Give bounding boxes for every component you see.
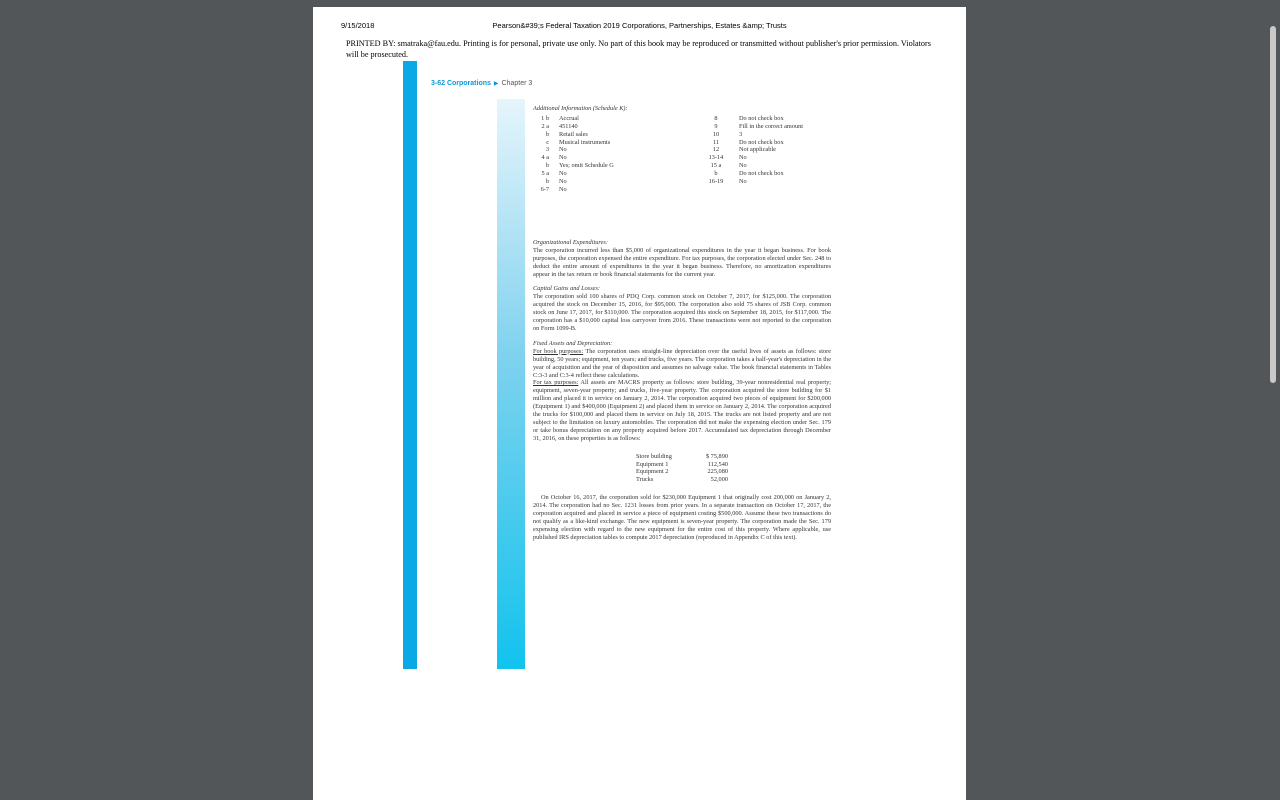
schedule-answer: Fill in the correct amount bbox=[739, 122, 804, 130]
schedule-line-number: 9 bbox=[714, 122, 718, 130]
asset-accumulated-depreciation: 225,080 bbox=[707, 468, 728, 476]
schedule-row bbox=[701, 162, 803, 170]
schedule-answer: Musical instruments bbox=[559, 138, 611, 146]
fixed-assets-section bbox=[533, 340, 831, 443]
org-expenditures-heading: Organizational Expenditures: bbox=[533, 238, 608, 246]
schedule-row bbox=[701, 154, 803, 162]
chapter-label: Chapter 3 bbox=[501, 80, 533, 87]
schedule-line-number: 6-7 bbox=[540, 185, 549, 193]
schedule-answer: Do not check box bbox=[739, 138, 784, 146]
tax-purposes-label: For tax purposes: bbox=[533, 379, 579, 387]
asset-accumulated-depreciation: 52,000 bbox=[710, 476, 728, 484]
schedule-line-number: 16-19 bbox=[708, 178, 724, 186]
capital-gains-section bbox=[533, 285, 831, 332]
closing-paragraph: On October 16, 2017, the corporation sold for $230,000 Equipment 1 that originally cost 200,000 on January 2, 2014. The corporation had no Sec. 1231 losses from prior years. In a separate transaction on October 17, 2017, the corporation acquired and placed in service a piece of equipment costing $500,000. Assume these two transactions do not qualify as a like-kind exchange. The new equipment is seven-year property. The corporation made the Sec. 179 expensing election with regard to the new equipment for the entire cost of this property. Where applicable, use published IRS depreciation tables to compute 2017 depreciation (reproduced in Appendix C of this text). bbox=[533, 494, 831, 541]
schedule-answer: Accrual bbox=[559, 114, 579, 122]
schedule-answer: Retail sales bbox=[559, 130, 588, 138]
tax-purposes-text: All assets are MACRS property as follows: store building, 39-year nonresidential real property; equipment, seven-year property; and trucks, five-year property. The corporation acquired the store building for $1 million and placed it in service on January 2, 2014. The corporation acquired two pieces of equipment for $200,000 (Equipment 1) and $400,000 (Equipment 2) and placed them in service on January 2, 2014. The corporation acquired the trucks for $100,000 and placed them in service on July 18, 2015. The trucks are not listed property and are not subject to the limitation on luxury automobiles. The corporation did not make the expensing election under Sec. 179 or take bonus depreciation on any property acquired before 2017. Accumulated tax depreciation through December 31, 2016, on these properties is as follows: bbox=[533, 379, 831, 442]
asset-name: Equipment 2 bbox=[636, 468, 669, 476]
schedule-line-number: 11 bbox=[712, 138, 720, 146]
schedule-line-number: 5 a bbox=[541, 170, 549, 178]
schedule-line-number: 8 bbox=[714, 114, 718, 122]
schedule-line-number: b bbox=[545, 130, 549, 138]
depreciation-row bbox=[636, 461, 831, 469]
schedule-row bbox=[701, 170, 803, 178]
schedule-line-number: 12 bbox=[712, 146, 720, 154]
tax-purposes-paragraph bbox=[533, 379, 831, 442]
schedule-row bbox=[533, 115, 614, 123]
gradient-accent-bar bbox=[497, 99, 525, 669]
schedule-row bbox=[701, 139, 803, 147]
capital-gains-heading: Capital Gains and Losses: bbox=[533, 285, 600, 293]
asset-accumulated-depreciation: 112,540 bbox=[707, 460, 728, 468]
org-expenditures-text: The corporation incurred less than $5,000 of organizational expenditures in the year it began business. For book purposes, the corporation expensed the entire expenditure. For tax purposes, the corporation elected under Sec. 248 to deduct the entire amount of expenditures in the year it began business. Therefore, no amortization expenditures appear in the tax return or book financial statements for the current year. bbox=[533, 246, 831, 278]
org-expenditures-section bbox=[533, 239, 831, 279]
schedule-k-right-column bbox=[701, 115, 803, 186]
document-title: Pearson&#39;s Federal Taxation 2019 Corporations, Partnerships, Estates &amp; Trusts bbox=[492, 21, 787, 30]
book-purposes-label: For book purposes: bbox=[533, 347, 584, 355]
schedule-answer: No bbox=[559, 146, 567, 154]
schedule-answer: Yes; omit Schedule G bbox=[559, 162, 614, 170]
schedule-answer: No bbox=[739, 154, 747, 162]
asset-name: Trucks bbox=[636, 476, 654, 484]
schedule-line-number: c bbox=[546, 138, 549, 146]
schedule-line-number: 1 b bbox=[541, 114, 549, 122]
schedule-answer: No bbox=[559, 178, 567, 186]
vertical-scrollbar[interactable] bbox=[1270, 26, 1276, 383]
left-accent-bar bbox=[403, 61, 417, 669]
schedule-row bbox=[701, 123, 803, 131]
printed-notice: PRINTED BY: smatraka@fau.edu. Printing is for personal, private use only. No part of this book may be reproduced or transmitted without publisher's prior permission. Violators will be prosecuted. bbox=[346, 39, 931, 59]
page-number: 3-62 Corporations bbox=[431, 80, 491, 87]
capital-gains-text: The corporation sold 100 shares of PDQ Corp. common stock on October 7, 2017, for $125,000. The corporation acquired the stock on December 15, 2016, for $95,000. The corporation also sold 75 shares of JSB Corp. common stock on June 17, 2017, for $110,000. The corporation acquired this stock on September 18, 2015, for $117,000. The corporation has a $10,000 capital loss carryover from 2016. These transactions were not reported to the corporation on Form 1099-B. bbox=[533, 293, 831, 332]
depreciation-row bbox=[636, 468, 831, 476]
schedule-k-list bbox=[533, 115, 831, 217]
asset-name: Equipment 1 bbox=[636, 460, 669, 468]
schedule-row bbox=[701, 178, 803, 186]
depreciation-row bbox=[636, 476, 831, 484]
fixed-assets-heading: Fixed Assets and Depreciation: bbox=[533, 339, 613, 347]
schedule-line-number: b bbox=[714, 170, 718, 178]
schedule-answer: 451140 bbox=[559, 122, 578, 130]
schedule-answer: No bbox=[559, 170, 567, 178]
schedule-line-number: 15 a bbox=[710, 162, 722, 170]
schedule-row bbox=[533, 162, 614, 170]
page-content bbox=[533, 105, 831, 542]
schedule-line-number: 2 a bbox=[541, 122, 549, 130]
schedule-k-heading: Additional Information (Schedule K): bbox=[533, 105, 628, 112]
schedule-row bbox=[701, 131, 803, 139]
schedule-row bbox=[533, 186, 614, 194]
running-header bbox=[431, 80, 532, 87]
schedule-row bbox=[701, 146, 803, 154]
schedule-answer: No bbox=[559, 185, 567, 193]
schedule-answer: Do not check box bbox=[739, 170, 784, 178]
schedule-row bbox=[533, 170, 614, 178]
schedule-answer: Do not check box bbox=[739, 114, 784, 122]
book-purposes-text: The corporation uses straight-line depreciation over the useful lives of assets as follows: store building, 50 years; equipment, ten years; and trucks, five years. The corporation takes a half-year's depreciation in the year of acquisition and the year of disposition and assumes no salvage value. The book financial statements in Tables C:3-3 and C:3-4 reflect these calculations. bbox=[533, 347, 831, 379]
schedule-row bbox=[533, 178, 614, 186]
schedule-answer: No bbox=[739, 178, 747, 186]
schedule-line-number: b bbox=[545, 178, 549, 186]
schedule-line-number: 13-14 bbox=[708, 154, 724, 162]
book-purposes-paragraph bbox=[533, 348, 831, 380]
schedule-answer: Not applicable bbox=[739, 146, 776, 154]
schedule-row bbox=[533, 154, 614, 162]
schedule-line-number: 4 a bbox=[541, 154, 549, 162]
schedule-answer: No bbox=[739, 162, 747, 170]
schedule-row bbox=[533, 139, 614, 147]
schedule-line-number: b bbox=[545, 162, 549, 170]
print-date: 9/15/2018 bbox=[341, 21, 375, 30]
schedule-row bbox=[701, 115, 803, 123]
schedule-row bbox=[533, 131, 614, 139]
schedule-answer: 3 bbox=[739, 130, 743, 138]
schedule-line-number: 10 bbox=[712, 130, 720, 138]
asset-accumulated-depreciation: $ 75,890 bbox=[705, 452, 728, 460]
schedule-row bbox=[533, 123, 614, 131]
schedule-k-left-column bbox=[533, 115, 614, 194]
depreciation-row bbox=[636, 453, 831, 461]
asset-name: Store building bbox=[636, 452, 672, 460]
schedule-line-number: 3 bbox=[545, 146, 549, 154]
schedule-row bbox=[533, 146, 614, 154]
triangle-right-icon: ▶ bbox=[493, 81, 499, 87]
document-page bbox=[313, 7, 966, 800]
schedule-answer: No bbox=[559, 154, 567, 162]
accumulated-depreciation-table bbox=[636, 453, 831, 485]
